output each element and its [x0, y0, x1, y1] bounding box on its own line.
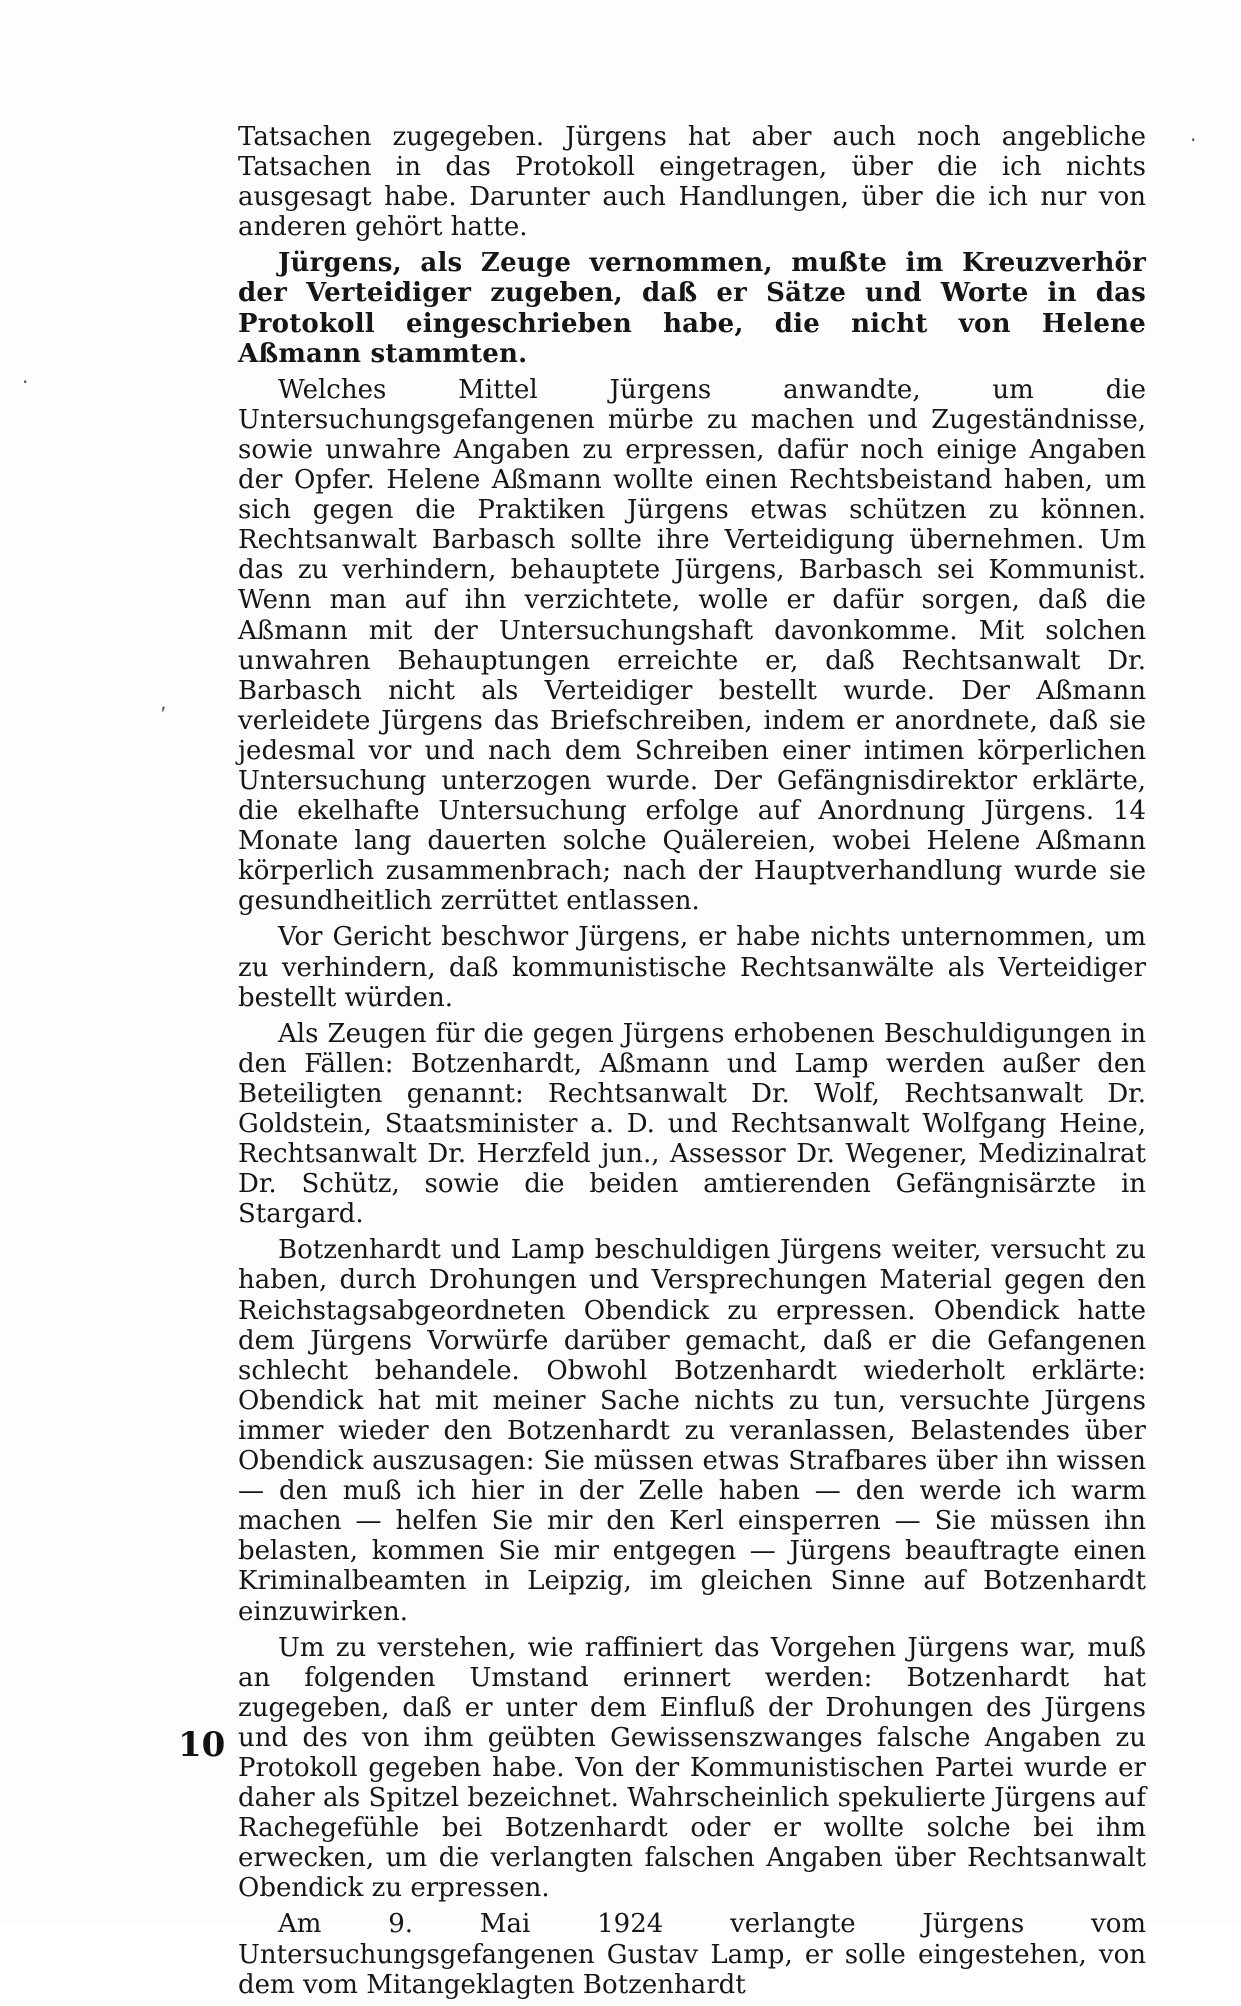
page-number: 10 — [178, 1725, 226, 1765]
paragraph-6: Botzenhardt und Lamp beschuldigen Jürgens weiter, versucht zu haben, durch Drohungen und Versprechungen Material gegen den Reichstagsabgeordneten Obendick zu erpressen. Obendick hatte dem Jürgens Vorwürfe darüber gemacht, daß er die Gefangenen schlecht behandele. Obwohl Botzenhardt wiederholt erklärte: Obendick hat mit meiner Sache nichts zu tun, versuchte Jürgens immer wieder den Botzenhardt zu veranlassen, Belastendes über Obendick auszusagen: Sie müssen etwas Strafbares über ihn wissen — den muß ich hier in der Zelle haben — den werde ich warm machen — helfen Sie mir den Kerl einsperren — Sie müssen ihn belasten, kommen Sie mir entgegen — Jürgens beauftragte einen Kriminalbeamten in Leipzig, im gleichen Sinne auf Botzenhardt einzuwirken. — [238, 1235, 1146, 1627]
paragraph-4: Vor Gericht beschwor Jürgens, er habe nichts unternommen, um zu verhindern, daß kommunistische Rechtsanwälte als Verteidiger bestellt würden. — [238, 922, 1146, 1013]
body-text — [238, 122, 1146, 2006]
paragraph-3: Welches Mittel Jürgens anwandte, um die Untersuchungsgefangenen mürbe zu machen und Zugeständnisse, sowie unwahre Angaben zu erpressen, dafür noch einige Angaben der Opfer. Helene Aßmann wollte einen Rechtsbeistand haben, um sich gegen die Praktiken Jürgens etwas schützen zu können. Rechtsanwalt Barbasch sollte ihre Verteidigung übernehmen. Um das zu verhindern, behauptete Jürgens, Barbasch sei Kommunist. Wenn man auf ihn verzichtete, wolle er dafür sorgen, daß die Aßmann mit der Untersuchungshaft davonkomme. Mit solchen unwahren Behauptungen erreichte er, daß Rechtsanwalt Dr. Barbasch nicht als Verteidiger bestellt wurde. Der Aßmann verleidete Jürgens das Briefschreiben, indem er anordnete, daß sie jedesmal vor und nach dem Schreiben einer intimen körperlichen Untersuchung unterzogen wurde. Der Gefängnisdirektor erklärte, die ekelhafte Untersuchung erfolge auf Anordnung Jürgens. 14 Monate lang dauerten solche Quälereien, wobei Helene Aßmann körperlich zusammenbrach; nach der Hauptverhandlung wurde sie gesundheitlich zerrüttet entlassen. — [238, 374, 1146, 917]
paragraph-1: Tatsachen zugegeben. Jürgens hat aber auch noch angebliche Tatsachen in das Protokoll eingetragen, über die ich nichts ausgesagt habe. Darunter auch Handlungen, über die ich nur von anderen gehört hatte. — [238, 122, 1146, 243]
paragraph-2: Jürgens, als Zeuge vernommen, mußte im Kreuzverhör der Verteidiger zugeben, daß er Sätze und Worte in das Protokoll eingeschrieben habe, die nicht von Helene Aßmann stammten. — [238, 248, 1146, 369]
paragraph-5: Als Zeugen für die gegen Jürgens erhobenen Beschuldigungen in den Fällen: Botzenhardt, Aßmann und Lamp werden außer den Beteiligten genannt: Rechtsanwalt Dr. Wolf, Rechtsanwalt Dr. Goldstein, Staatsminister a. D. und Rechtsanwalt Wolfgang Heine, Rechtsanwalt Dr. Herzfeld jun., Assessor Dr. Wegener, Medizinalrat Dr. Schütz, sowie die beiden amtierenden Gefängnisärzte in Stargard. — [238, 1018, 1146, 1230]
paragraph-7: Um zu verstehen, wie raffiniert das Vorgehen Jürgens war, muß an folgenden Umstand erinnert werden: Botzenhardt hat zugegeben, daß er unter dem Einfluß der Drohungen des Jürgens und des von ihm geübten Gewissenszwanges falsche Angaben zu Protokoll gegeben habe. Von der Kommunistischen Partei wurde er daher als Spitzel bezeichnet. Wahrscheinlich spekulierte Jürgens auf Rachegefühle bei Botzenhardt oder er wollte solche bei ihm erwecken, um die verlangten falschen Angaben über Rechtsanwalt Obendick zu erpressen. — [238, 1632, 1146, 1904]
scan-speck: · — [22, 370, 29, 394]
paragraph-8: Am 9. Mai 1924 verlangte Jürgens vom Untersuchungsgefangenen Gustav Lamp, er solle eingestehen, von dem vom Mitangeklagten Botzenhardt — [238, 1909, 1146, 2000]
scan-speck: ‚ — [160, 690, 167, 714]
scan-speck: · — [1190, 128, 1197, 152]
